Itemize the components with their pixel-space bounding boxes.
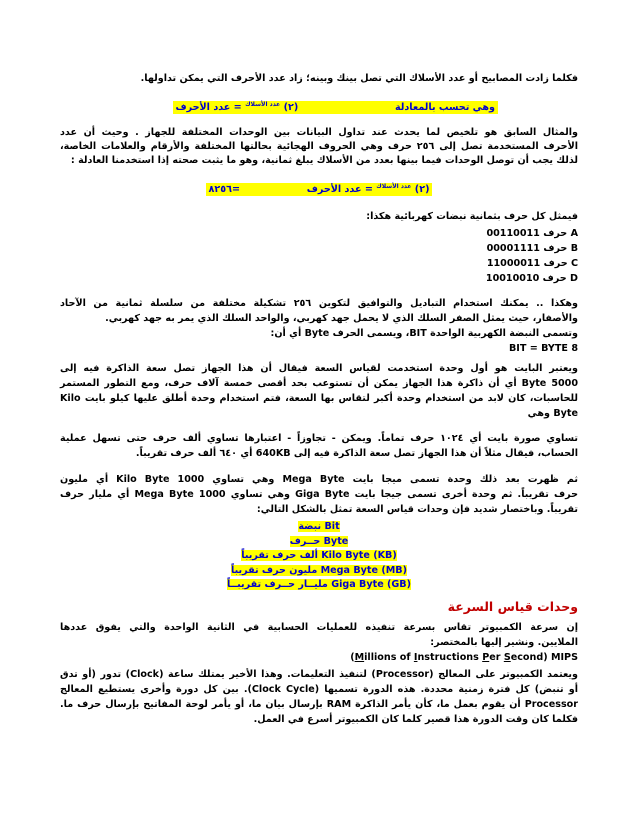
- letter: B: [570, 243, 578, 254]
- paragraph-5-line-2: 5000 Byte أي أن ذاكرة هذا الجهاز يمكن أن تستوعب بحد أقصى خمسة آلاف حرف، ومع التطور المستمر: [60, 378, 579, 389]
- unit-byte: Byte حــرف: [289, 535, 349, 547]
- equation-2-exponent: عدد الأسلاك: [376, 183, 412, 190]
- equation-row-1: [60, 98, 578, 114]
- letter-word: حرف: [542, 273, 567, 284]
- paragraph-4-equation: 8 BIT = BYTE: [508, 343, 578, 354]
- paragraph-5-line-1: ويعتبر البايت هو أول وحدة استخدمت لقياس السعة فيقال أن هذا الجهاز تصل سعة الذاكرة فيه إلى: [60, 363, 578, 374]
- letter-code: 00110011: [486, 228, 540, 239]
- paragraph-4-line-2: والأصفار، حيث يمثل الصفر السلك الذي لا يحمل جهد كهربي، والواحد السلك الذي يمر به جهد كهربي.: [105, 313, 578, 324]
- letter-row-d: [60, 272, 578, 285]
- paragraph-6-line-1: تساوي صورة بايت أي ١٠٢٤ حرف تماماً. ويمكن - تجاوزاً - اعتبارها تساوي ألف حرف حتى تسهل عملية: [60, 433, 578, 444]
- speed-heading: وحدات قياس السرعة: [447, 599, 578, 614]
- paragraph-4-line-1: وهكذا .. يمكنك استخدام التباديل والتوافيق لتكوين ٢٥٦ تشكيلة مختلفة من سلسلة ثمانية من الآحاد: [60, 298, 578, 309]
- paragraph-7-line-1: ثم ظهرت بعد ذلك وحدة تسمى ميجا بايت Mega Byte وهي تساوي 1000 Kilo Byte أي مليون: [60, 474, 578, 485]
- paragraph-intro: فكلما زادت المصابيح أو عدد الأسلاك التي تصل بينك وبينه؛ زاد عدد الأحرف التي يمكن تداولها.: [140, 73, 578, 84]
- letter-row-c: [60, 257, 578, 270]
- speed-line-2: الملايين. ونشير إليها بالمختصر:: [430, 637, 578, 648]
- speed-line-7: فكلما كان وقت الدورة هذا قصير كلما كان الكمبيوتر أسرع في العمل.: [253, 714, 578, 725]
- mips-text: (Millions of Instructions Per Second) MIPS: [350, 652, 578, 663]
- letter-row-a: [60, 227, 578, 240]
- paragraph-5-line-3: للحاسبات، كان لابد من استخدام وحدة أكبر لتقاس بها السعة، فتم استخدام وحدة أطلق عليها كيلو بايت Kilo: [60, 393, 578, 404]
- letter: C: [570, 258, 578, 269]
- equation-label: وهي تحسب بالمعادلة: [394, 102, 495, 114]
- equation-2-formula: (٢): [411, 184, 430, 196]
- equation-rhs: = عدد الأحرف: [175, 102, 246, 114]
- paragraph-2-line-3: لذلك يجب أن توصل الوحدات فيما بينها بعدد من الأسلاك يبلغ ثمانية، وهو ما يثبت صحته إذا استخدمنا العادلة :: [70, 155, 578, 166]
- equation-row-2: [60, 180, 578, 196]
- equation-exponent: عدد الأسلاك: [245, 101, 281, 108]
- unit-bit: Bit نبضة: [298, 521, 340, 532]
- letter-row-b: [60, 242, 578, 255]
- paragraph-7-line-3: تقريباً. وباختصار شديد فإن وحدات قياس السعة تمثل بالشكل التالي:: [256, 504, 578, 515]
- paragraph-4-line-3: وتسمى النبضة الكهربية الواحدة BIT، ويسمى الحرف Byte أي أن:: [270, 328, 578, 339]
- letter: D: [570, 273, 578, 284]
- letter-code: 10010010: [485, 273, 540, 284]
- paragraph-2-line-2: الأحرف المستخدمة تصل إلى ٢٥٦ حرف وهي الحروف الهجائية بحالتها المختلفة والأرقام والعلامات الخاصة،: [60, 141, 578, 152]
- unit-gigabyte: Giga Byte (GB) مليــار حــرف تقريبــاً: [226, 579, 412, 590]
- equation-2-rhs: = عدد الأحرف: [306, 184, 377, 196]
- equation-formula: (٢): [280, 102, 299, 114]
- paragraph-5-line-4: Byte وهي: [527, 408, 578, 419]
- unit-megabyte: Mega Byte (MB) مليون حرف تقريباً: [231, 564, 407, 576]
- unit-list: [60, 520, 578, 593]
- letter-word: حرف: [543, 228, 568, 239]
- equation-2-result: =٨٢٥٦: [208, 184, 241, 196]
- letter-word: حرف: [543, 258, 568, 269]
- speed-line-6: Processor أن يقوم بعمل ما، كأن يأمر الذاكرة RAM بإرسال بيان ما، أو يأمر لوحة المفاتيح بإرسال حرف ما.: [60, 699, 578, 710]
- paragraph-3-intro: فيمثل كل حرف بثمانية نبضات كهربائية هكذا:: [366, 211, 578, 222]
- equation-2: [206, 183, 433, 196]
- letter-word: حرف: [543, 243, 568, 254]
- paragraph-2-line-1: والمثال السابق هو تلخيص لما يحدث عند تداول البيانات بين الوحدات المختلفة للجهاز . وحيث أن عدد: [60, 127, 578, 138]
- speed-line-1: إن سرعة الكمبيوتر تقاس بسرعة تنفيذه للعمليات الحسابية في الثانية الواحدة والتي يفوق عددها: [60, 622, 578, 633]
- equation-1: [173, 101, 498, 114]
- letter: A: [570, 228, 578, 239]
- speed-line-4: ويعتمد الكمبيوتر على المعالج (Processor) لتنفيذ التعليمات. وهذا الأخير يمتلك ساعة (Clock) تدور (أو تدق: [60, 669, 578, 680]
- paragraph-7-line-2: حرف تقريباً. ثم وحدة أخرى تسمى جيجا بايت Giga Byte وهي تساوي 1000 Mega Byte أي مليار حرف: [60, 489, 578, 500]
- paragraph-6-line-2: الحساب، فيقال مثلاً أن هذا الجهاز تصل سعة الذاكرة فيه إلى 640KB أي ٦٤٠ ألف حرف تقريباً.: [135, 448, 578, 459]
- speed-line-5: أو تنبض) كل فترة زمنية محددة. هذه الدورة تسميها (Clock Cycle). بين كل دورة وأخرى يستطيع المعالج: [60, 684, 578, 695]
- mips-definition: [60, 651, 578, 664]
- letter-code: 00001111: [486, 243, 540, 254]
- unit-kilobyte: Kilo Byte (KB) ألف حرف تقريباً: [241, 550, 397, 561]
- letter-code: 11000011: [486, 258, 541, 269]
